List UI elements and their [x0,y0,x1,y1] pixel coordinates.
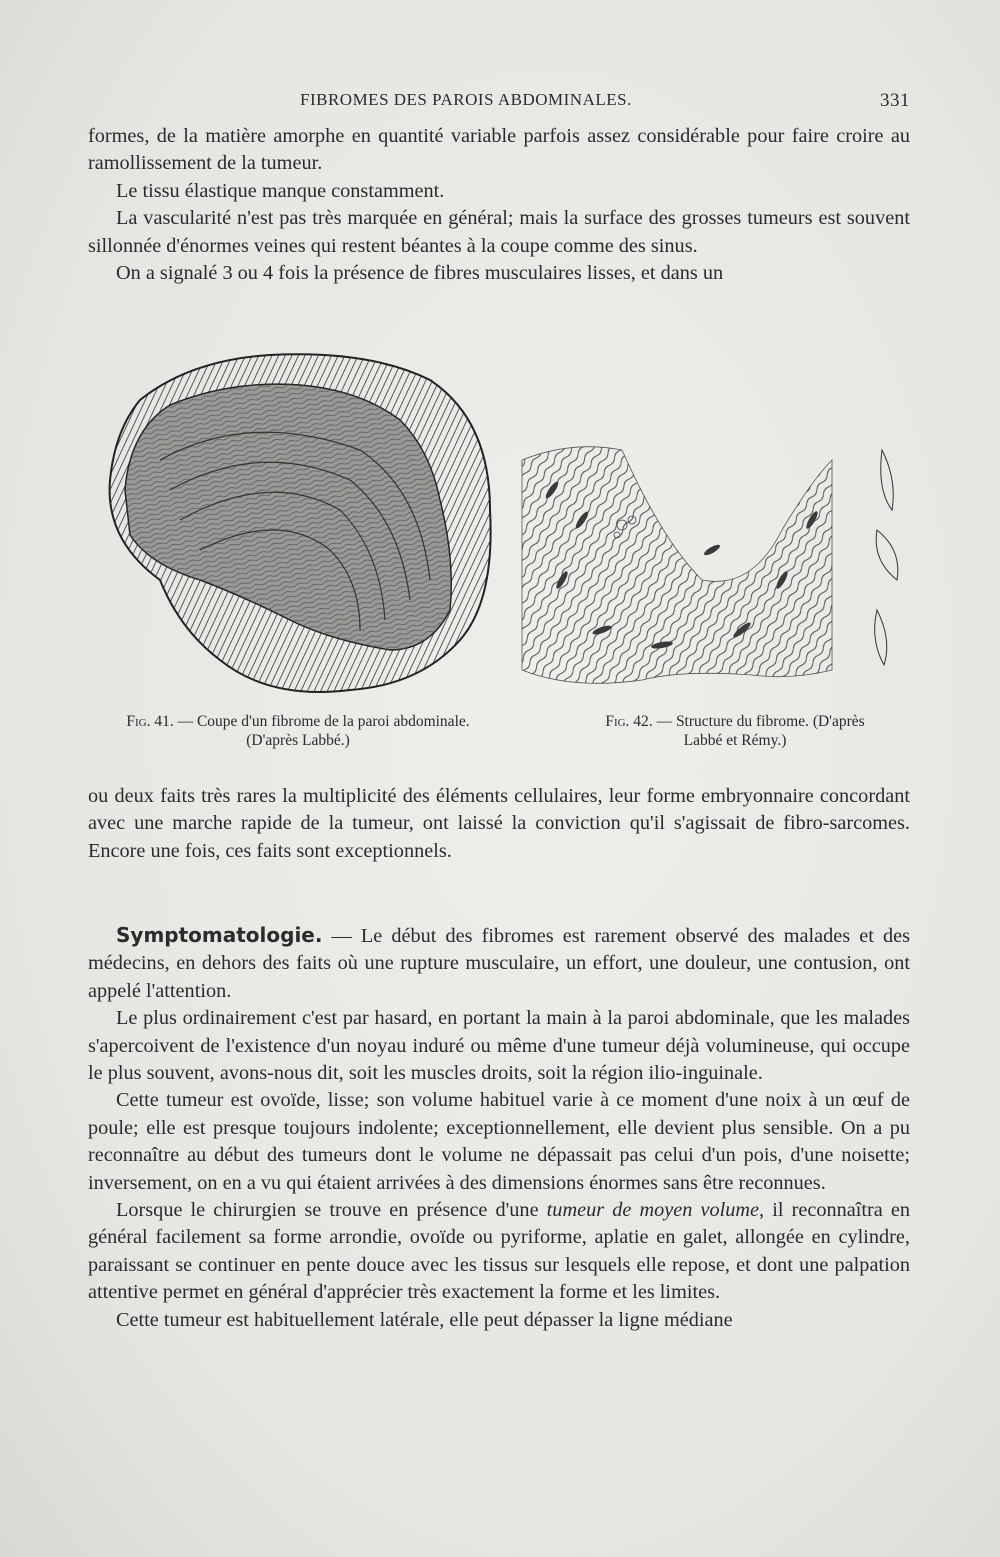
running-head [88,90,910,114]
paragraph: Cette tumeur est habituellement latérale, elle peut dépasser la ligne médiane [116,1308,733,1331]
text-block-bottom [88,922,910,1334]
figure-41-label: Fig. 41. [126,713,174,730]
paragraph: On a signalé 3 ou 4 fois la présence de fibres musculaires lisses, et dans un [116,262,724,285]
paragraph: Cette tumeur est ovoïde, lisse; son volume habituel varie à ce moment d'une noix à un œuf de poule; elle est presque toujours indolente; exceptionnellement, elle devient plus sensible. On a pu reconnaître au début des tumeurs dont le volume ne dépassait pas celui d'un pois, d'une noisette; inversement, on en a vu qui étaient arrivées à des dimensions énormes sans être reconnues. [88,1089,910,1194]
figure-41-caption [118,712,478,750]
text-block-middle [88,783,910,865]
text-block-top [88,123,910,287]
paragraph: Le plus ordinairement c'est par hasard, en portant la main à la paroi abdominale, que les malades s'apercoivent de l'existence d'un noyau induré ou même d'une tumeur déjà volumineuse, qui occupe le plus souvent, avons-nous dit, soit les muscles droits, soit la région ilio-inguinale. [88,1007,910,1085]
paragraph: La vascularité n'est pas très marquée en général; mais la surface des grosses tumeurs est souvent sillonnée d'énormes veines qui restent béantes à la coupe comme des sinus. [88,207,910,257]
figure-42-caption [585,712,885,750]
paragraph: ou deux faits très rares la multiplicité des éléments cellulaires, leur forme embryonnaire concordant avec une marche rapide de la tumeur, ont laissé la conviction qu'il s'agissait de fibro-sarcomes. Encore une fois, ces faits sont exceptionnels. [88,785,910,862]
page-number: 331 [880,90,910,111]
figure-42-illustration [512,430,917,700]
paragraph: formes, de la matière amorphe en quantité variable parfois assez considérable pour faire croire au ramollissement de la tumeur. [88,125,910,175]
paragraph [88,1197,910,1307]
section-lead-text: — Le début des fibromes est rarement observé des malades et des médecins, en dehors des faits où une rupture musculaire, un effort, une douleur, une contusion, ont appelé l'attention. [88,925,910,1002]
text-run: , il reconnaîtra en général facilement sa forme arrondie, ovoïde ou pyriforme, aplatie en galet, allongée en cylindre, paraissant se continuer en pente douce avec les tissus sur lesquels elle repose, et dont une palpation attentive permet en général d'apprécier très exactement la forme et les limites. [88,1199,911,1304]
paragraph: Le tissu élastique manque constamment. [116,179,445,202]
tissue-band [522,447,832,684]
figure-41-illustration [100,340,500,710]
running-title: FIBROMES DES PAROIS ABDOMINALES. [300,90,632,109]
italic-phrase: tumeur de moyen volume [546,1199,760,1222]
figure-42-caption-text: — Structure du fibrome. (D'après Labbé et Rémy.) [652,713,865,749]
figure-41-caption-text: — Coupe d'un fibrome de la paroi abdominale. (D'après Labbé.) [173,713,470,749]
isolated-cells [875,450,898,665]
figure-42-label: Fig. 42. [605,713,653,730]
text-run: Lorsque le chirurgien se trouve en présence d'une [116,1199,547,1222]
paragraph-symptomatologie [88,922,910,1005]
section-heading: Symptomatologie. [116,923,323,947]
